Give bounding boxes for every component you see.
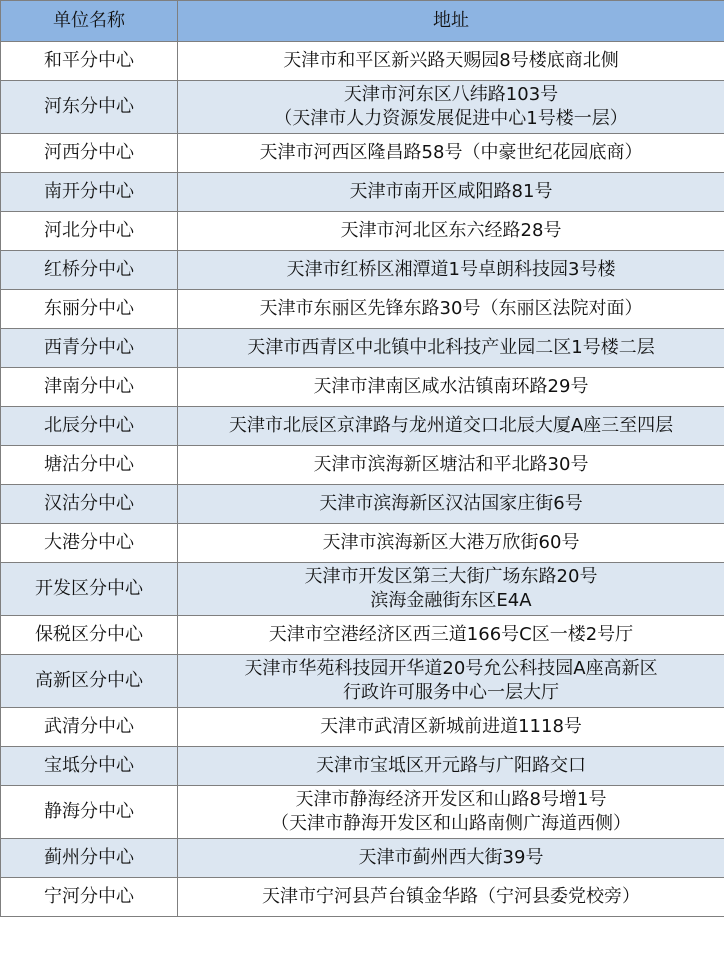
table-row (1, 446, 724, 485)
address-line: （天津市静海开发区和山路南侧广海道西侧） (271, 813, 631, 834)
unit-name-cell: 河东分中心 (1, 81, 178, 134)
unit-name-cell: 西青分中心 (1, 329, 178, 368)
unit-name-cell: 红桥分中心 (1, 251, 178, 290)
table-row (1, 786, 724, 839)
unit-name-cell: 河北分中心 (1, 212, 178, 251)
table-row (1, 878, 724, 917)
table-row (1, 212, 724, 251)
address-line: 天津市宁河县芦台镇金华路（宁河县委党校旁） (262, 886, 640, 907)
table-row (1, 329, 724, 368)
address-line: 天津市武清区新城前进道1118号 (320, 716, 582, 737)
table-row (1, 563, 724, 616)
unit-name-cell: 东丽分中心 (1, 290, 178, 329)
address-line: 天津市和平区新兴路天赐园8号楼底商北侧 (283, 50, 619, 71)
address-cell (178, 485, 724, 524)
address-cell (178, 290, 724, 329)
unit-name-cell: 蓟州分中心 (1, 839, 178, 878)
table-row (1, 839, 724, 878)
address-line: 天津市红桥区湘潭道1号卓朗科技园3号楼 (286, 259, 616, 280)
address-line: 天津市开发区第三大街广场东路20号 (304, 566, 598, 587)
table-row (1, 524, 724, 563)
address-line: 天津市西青区中北镇中北科技产业园二区1号楼二层 (247, 337, 655, 358)
table-row (1, 407, 724, 446)
table-row (1, 290, 724, 329)
header-address: 地址 (178, 1, 724, 42)
address-cell (178, 786, 724, 839)
unit-name-cell: 保税区分中心 (1, 616, 178, 655)
address-line: 天津市华苑科技园开华道20号允公科技园A座高新区 (244, 658, 658, 679)
unit-name-cell: 汉沽分中心 (1, 485, 178, 524)
address-line: 天津市河东区八纬路103号 (343, 84, 559, 105)
address-cell (178, 368, 724, 407)
unit-name-cell: 高新区分中心 (1, 655, 178, 708)
address-cell (178, 655, 724, 708)
address-cell (178, 134, 724, 173)
unit-name-cell: 武清分中心 (1, 708, 178, 747)
address-cell (178, 446, 724, 485)
address-line: 天津市河北区东六经路28号 (340, 220, 562, 241)
table-row (1, 485, 724, 524)
address-line: 天津市滨海新区汉沽国家庄街6号 (319, 493, 583, 514)
address-line: 天津市北辰区京津路与龙州道交口北辰大厦A座三至四层 (228, 415, 674, 436)
address-line: 天津市静海经济开发区和山路8号增1号 (295, 789, 607, 810)
address-line: （天津市人力资源发展促进中心1号楼一层） (274, 108, 628, 129)
table-row (1, 708, 724, 747)
address-line: 天津市东丽区先锋东路30号（东丽区法院对面） (259, 298, 643, 319)
unit-name-cell: 宝坻分中心 (1, 747, 178, 786)
unit-name-cell: 静海分中心 (1, 786, 178, 839)
unit-name-cell: 开发区分中心 (1, 563, 178, 616)
address-line: 天津市河西区隆昌路58号（中豪世纪花园底商） (259, 142, 643, 163)
table-row (1, 251, 724, 290)
address-cell (178, 878, 724, 917)
unit-name-cell: 河西分中心 (1, 134, 178, 173)
table-row (1, 173, 724, 212)
table-header-row (1, 1, 724, 42)
table-row (1, 81, 724, 134)
address-cell (178, 747, 724, 786)
unit-name-cell: 和平分中心 (1, 42, 178, 81)
address-cell (178, 329, 724, 368)
unit-name-cell: 南开分中心 (1, 173, 178, 212)
address-line: 天津市蓟州西大街39号 (358, 847, 544, 868)
address-line: 行政许可服务中心一层大厅 (343, 682, 559, 703)
address-line: 滨海金融街东区E4A (370, 590, 532, 611)
address-cell (178, 42, 724, 81)
table-row (1, 747, 724, 786)
address-cell (178, 407, 724, 446)
address-cell (178, 173, 724, 212)
address-line: 天津市滨海新区大港万欣街60号 (322, 532, 580, 553)
address-line: 天津市南开区咸阳路81号 (349, 181, 553, 202)
address-cell (178, 616, 724, 655)
address-cell (178, 81, 724, 134)
table-row (1, 134, 724, 173)
unit-name-cell: 津南分中心 (1, 368, 178, 407)
address-cell (178, 524, 724, 563)
address-line: 天津市津南区咸水沽镇南环路29号 (313, 376, 589, 397)
address-cell (178, 563, 724, 616)
unit-name-cell: 北辰分中心 (1, 407, 178, 446)
unit-name-cell: 大港分中心 (1, 524, 178, 563)
table-row (1, 368, 724, 407)
table-body (1, 42, 724, 917)
table-row (1, 616, 724, 655)
header-unit-name: 单位名称 (1, 1, 178, 42)
unit-name-cell: 塘沽分中心 (1, 446, 178, 485)
unit-name-cell: 宁河分中心 (1, 878, 178, 917)
table-row (1, 655, 724, 708)
address-line: 天津市空港经济区西三道166号C区一楼2号厅 (268, 624, 634, 645)
address-cell (178, 708, 724, 747)
address-cell (178, 212, 724, 251)
address-line: 天津市滨海新区塘沽和平北路30号 (313, 454, 589, 475)
address-cell (178, 251, 724, 290)
address-line: 天津市宝坻区开元路与广阳路交口 (316, 755, 586, 776)
table-row (1, 42, 724, 81)
address-cell (178, 839, 724, 878)
